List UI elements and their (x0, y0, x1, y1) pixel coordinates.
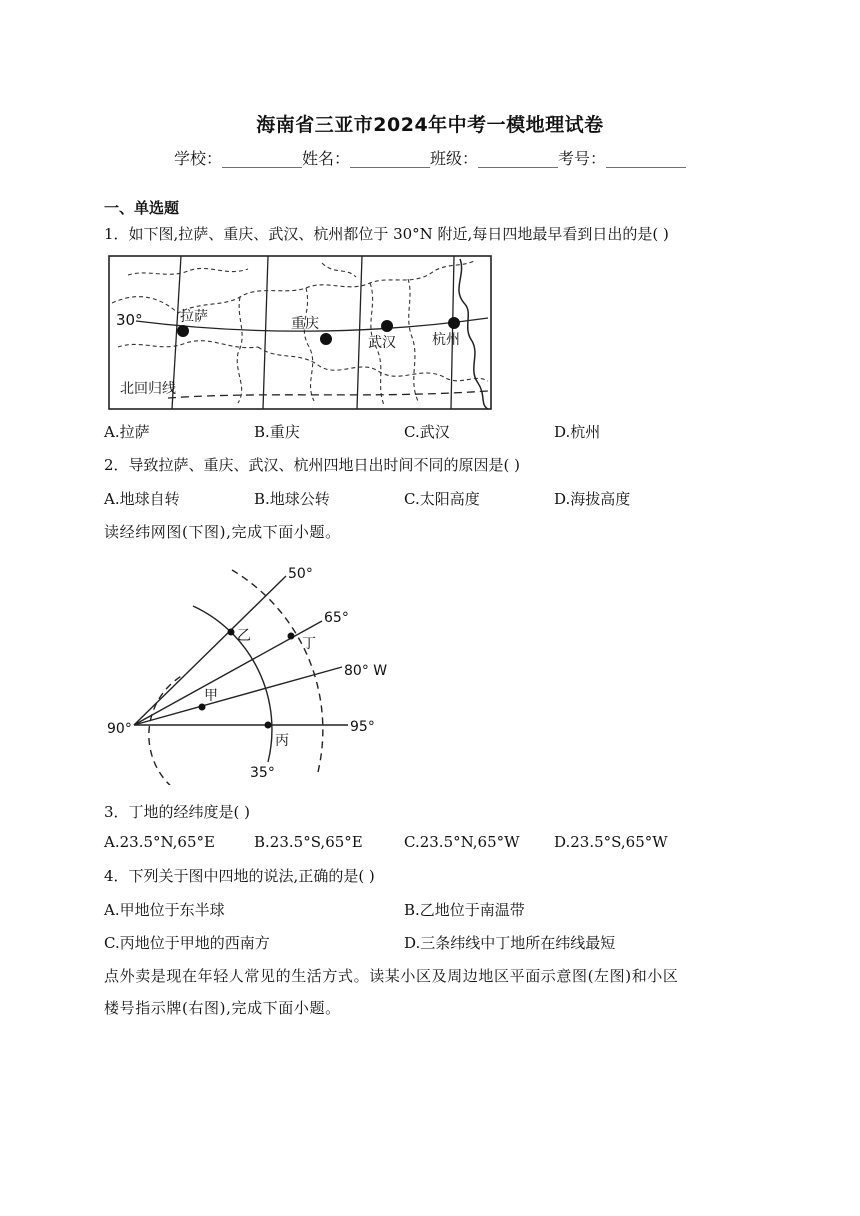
question-2-stem: 2．导致拉萨、重庆、武汉、杭州四地日出时间不同的原因是( ) (104, 456, 521, 474)
question-4-stem: 4．下列关于图中四地的说法,正确的是( ) (104, 867, 375, 885)
point-bing (265, 722, 272, 729)
point-ding (288, 633, 295, 640)
q4-option-b: B.乙地位于南温带 (404, 901, 525, 919)
parallel-label-35: 35° (250, 765, 275, 781)
q2-option-a: A.地球自转 (104, 490, 180, 508)
meridian-label-80w: 80° W (344, 663, 388, 679)
question-1-stem: 1．如下图,拉萨、重庆、武汉、杭州都位于 30°N 附近,每日四地最早看到日出的是( ) (104, 225, 669, 243)
china-30n-map (108, 255, 492, 410)
point-label-ding: 丁 (302, 636, 316, 652)
question-3-stem: 3．丁地的经纬度是( ) (104, 803, 251, 821)
intro-delivery-line-1: 点外卖是现在年轻人常见的生活方式。读某小区及周边地区平面示意图(左图)和小区 (104, 967, 679, 985)
exam-title: 海南省三亚市2024年中考一模地理试卷 (256, 114, 604, 136)
q1-option-c: C.武汉 (404, 423, 450, 441)
q4-option-c: C.丙地位于甲地的西南方 (104, 934, 270, 952)
city-label-wuhan: 武汉 (368, 335, 396, 351)
intro-delivery-line-2: 楼号指示牌(右图),完成下面小题。 (104, 999, 341, 1017)
tropic-of-cancer-label: 北回归线 (120, 381, 176, 397)
lat-long-grid-figure (100, 555, 400, 785)
q1-option-d: D.杭州 (554, 423, 601, 441)
q3-option-a: A.23.5°N,65°E (104, 833, 215, 851)
q3-option-c: C.23.5°N,65°W (404, 833, 520, 851)
section-title: 一、单选题 (104, 199, 180, 217)
q1-option-a: A.拉萨 (104, 423, 150, 441)
city-label-hangzhou: 杭州 (432, 332, 460, 348)
meridian-label-95: 95° (350, 719, 375, 735)
city-dot-wuhan (381, 320, 393, 332)
q3-option-b: B.23.5°S,65°E (254, 833, 363, 851)
intro-grid-figure: 读经纬网图(下图),完成下面小题。 (104, 523, 341, 541)
point-label-yi: 乙 (237, 628, 251, 644)
point-label-jia: 甲 (204, 688, 218, 704)
city-dot-hangzhou (448, 317, 460, 329)
q4-option-a: A.甲地位于东半球 (104, 901, 225, 919)
q2-option-b: B.地球公转 (254, 490, 330, 508)
city-dot-chongqing (320, 333, 332, 345)
point-jia (199, 704, 206, 711)
pole-label-90: 90° (107, 721, 132, 737)
point-yi (228, 629, 235, 636)
q1-option-b: B.重庆 (254, 423, 300, 441)
meridian-label-50: 50° (288, 566, 313, 582)
city-label-lhasa: 拉萨 (180, 309, 208, 325)
q2-option-d: D.海拔高度 (554, 490, 631, 508)
student-info-line: 学校：__________姓名：__________班级：__________考号：__________ (173, 149, 686, 168)
city-label-chongqing: 重庆 (291, 316, 319, 332)
q3-option-d: D.23.5°S,65°W (554, 833, 668, 851)
q4-option-d: D.三条纬线中丁地所在纬线最短 (404, 934, 616, 952)
city-dot-lhasa (177, 325, 189, 337)
q2-option-c: C.太阳高度 (404, 490, 480, 508)
point-label-bing: 丙 (275, 733, 289, 749)
meridian-label-65: 65° (324, 610, 349, 626)
latitude-30-label: 30° (116, 311, 143, 329)
